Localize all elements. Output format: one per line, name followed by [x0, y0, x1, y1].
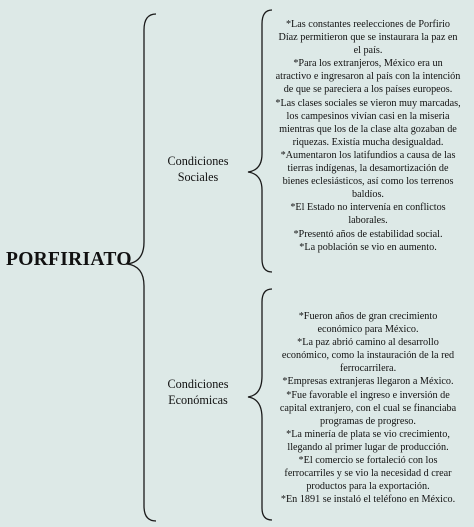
- category-label-economicas: [150, 376, 246, 408]
- category-label-line: Condiciones: [167, 377, 229, 391]
- text-line: *La población se vio en aumento.: [299, 241, 437, 253]
- text-line: baldíos.: [352, 189, 384, 201]
- text-line: productos para la exportación.: [306, 481, 430, 493]
- text-line: el país.: [353, 45, 383, 57]
- sociales-text-block: [265, 18, 471, 254]
- text-line: laborales.: [348, 215, 388, 227]
- text-line: *En 1891 se instaló el teléfono en México.: [280, 494, 456, 506]
- text-line: ferrocarrilera.: [339, 363, 397, 375]
- text-line: *Fue favorable el ingreso e inversión de: [286, 389, 450, 401]
- text-line: de que se pareciera a los países europeos.: [283, 84, 453, 96]
- category-label-line: Condiciones: [167, 154, 229, 168]
- text-line: *Aumentaron los latifundios a causa de las: [280, 149, 456, 161]
- text-line: Díaz permitieron que se instaurara la paz en: [278, 32, 458, 44]
- text-line: *La paz abrió camino al desarrollo: [297, 337, 439, 349]
- category-label-sociales: [150, 153, 246, 185]
- category-label-line: Económicas: [168, 393, 228, 407]
- text-line: económico para México.: [317, 324, 419, 336]
- text-line: llegando al primer lugar de producción.: [287, 441, 449, 453]
- text-line: *Empresas extranjeras llegaron a México.: [282, 376, 454, 388]
- text-line: *Para los extranjeros, México era un: [293, 58, 443, 70]
- text-line: riquezas. Existía mucha desigualdad.: [292, 136, 444, 148]
- text-line: bienes eclesiásticos, así como los terrenos: [282, 176, 454, 188]
- text-line: los campesinos vivían casi en la miseria: [286, 110, 450, 122]
- text-line: *Las clases sociales se vieron muy marcadas,: [275, 97, 461, 109]
- text-line: *Fueron años de gran crecimiento: [298, 311, 438, 322]
- text-line: capital extranjero, con el cual se financiaba: [279, 402, 457, 414]
- text-line: *El Estado no intervenía en conflictos: [290, 202, 446, 214]
- text-line: *El comercio se fortaleció con los: [298, 455, 438, 467]
- category-label-line: Sociales: [177, 170, 219, 184]
- economicas-text-block: [265, 310, 471, 506]
- text-line: *La minería de plata se vio crecimiento,: [286, 428, 450, 440]
- text-line: programas de progreso.: [320, 415, 416, 427]
- main-title: PORFIRIATO: [6, 249, 132, 270]
- text-line: ferrocarriles y se vio la necesidad d crear: [284, 468, 452, 480]
- text-line: tierras indígenas, la desamortización de: [287, 163, 449, 175]
- text-line: atractivo e ingresaron al país con la intención: [275, 71, 461, 83]
- text-line: *Las constantes reelecciones de Porfirio: [285, 19, 451, 30]
- text-line: mientras que los de la clase alta gozaban de: [279, 123, 457, 135]
- text-line: económico, como la instauración de la red: [281, 350, 455, 362]
- text-line: *Presentó años de estabilidad social.: [293, 228, 443, 240]
